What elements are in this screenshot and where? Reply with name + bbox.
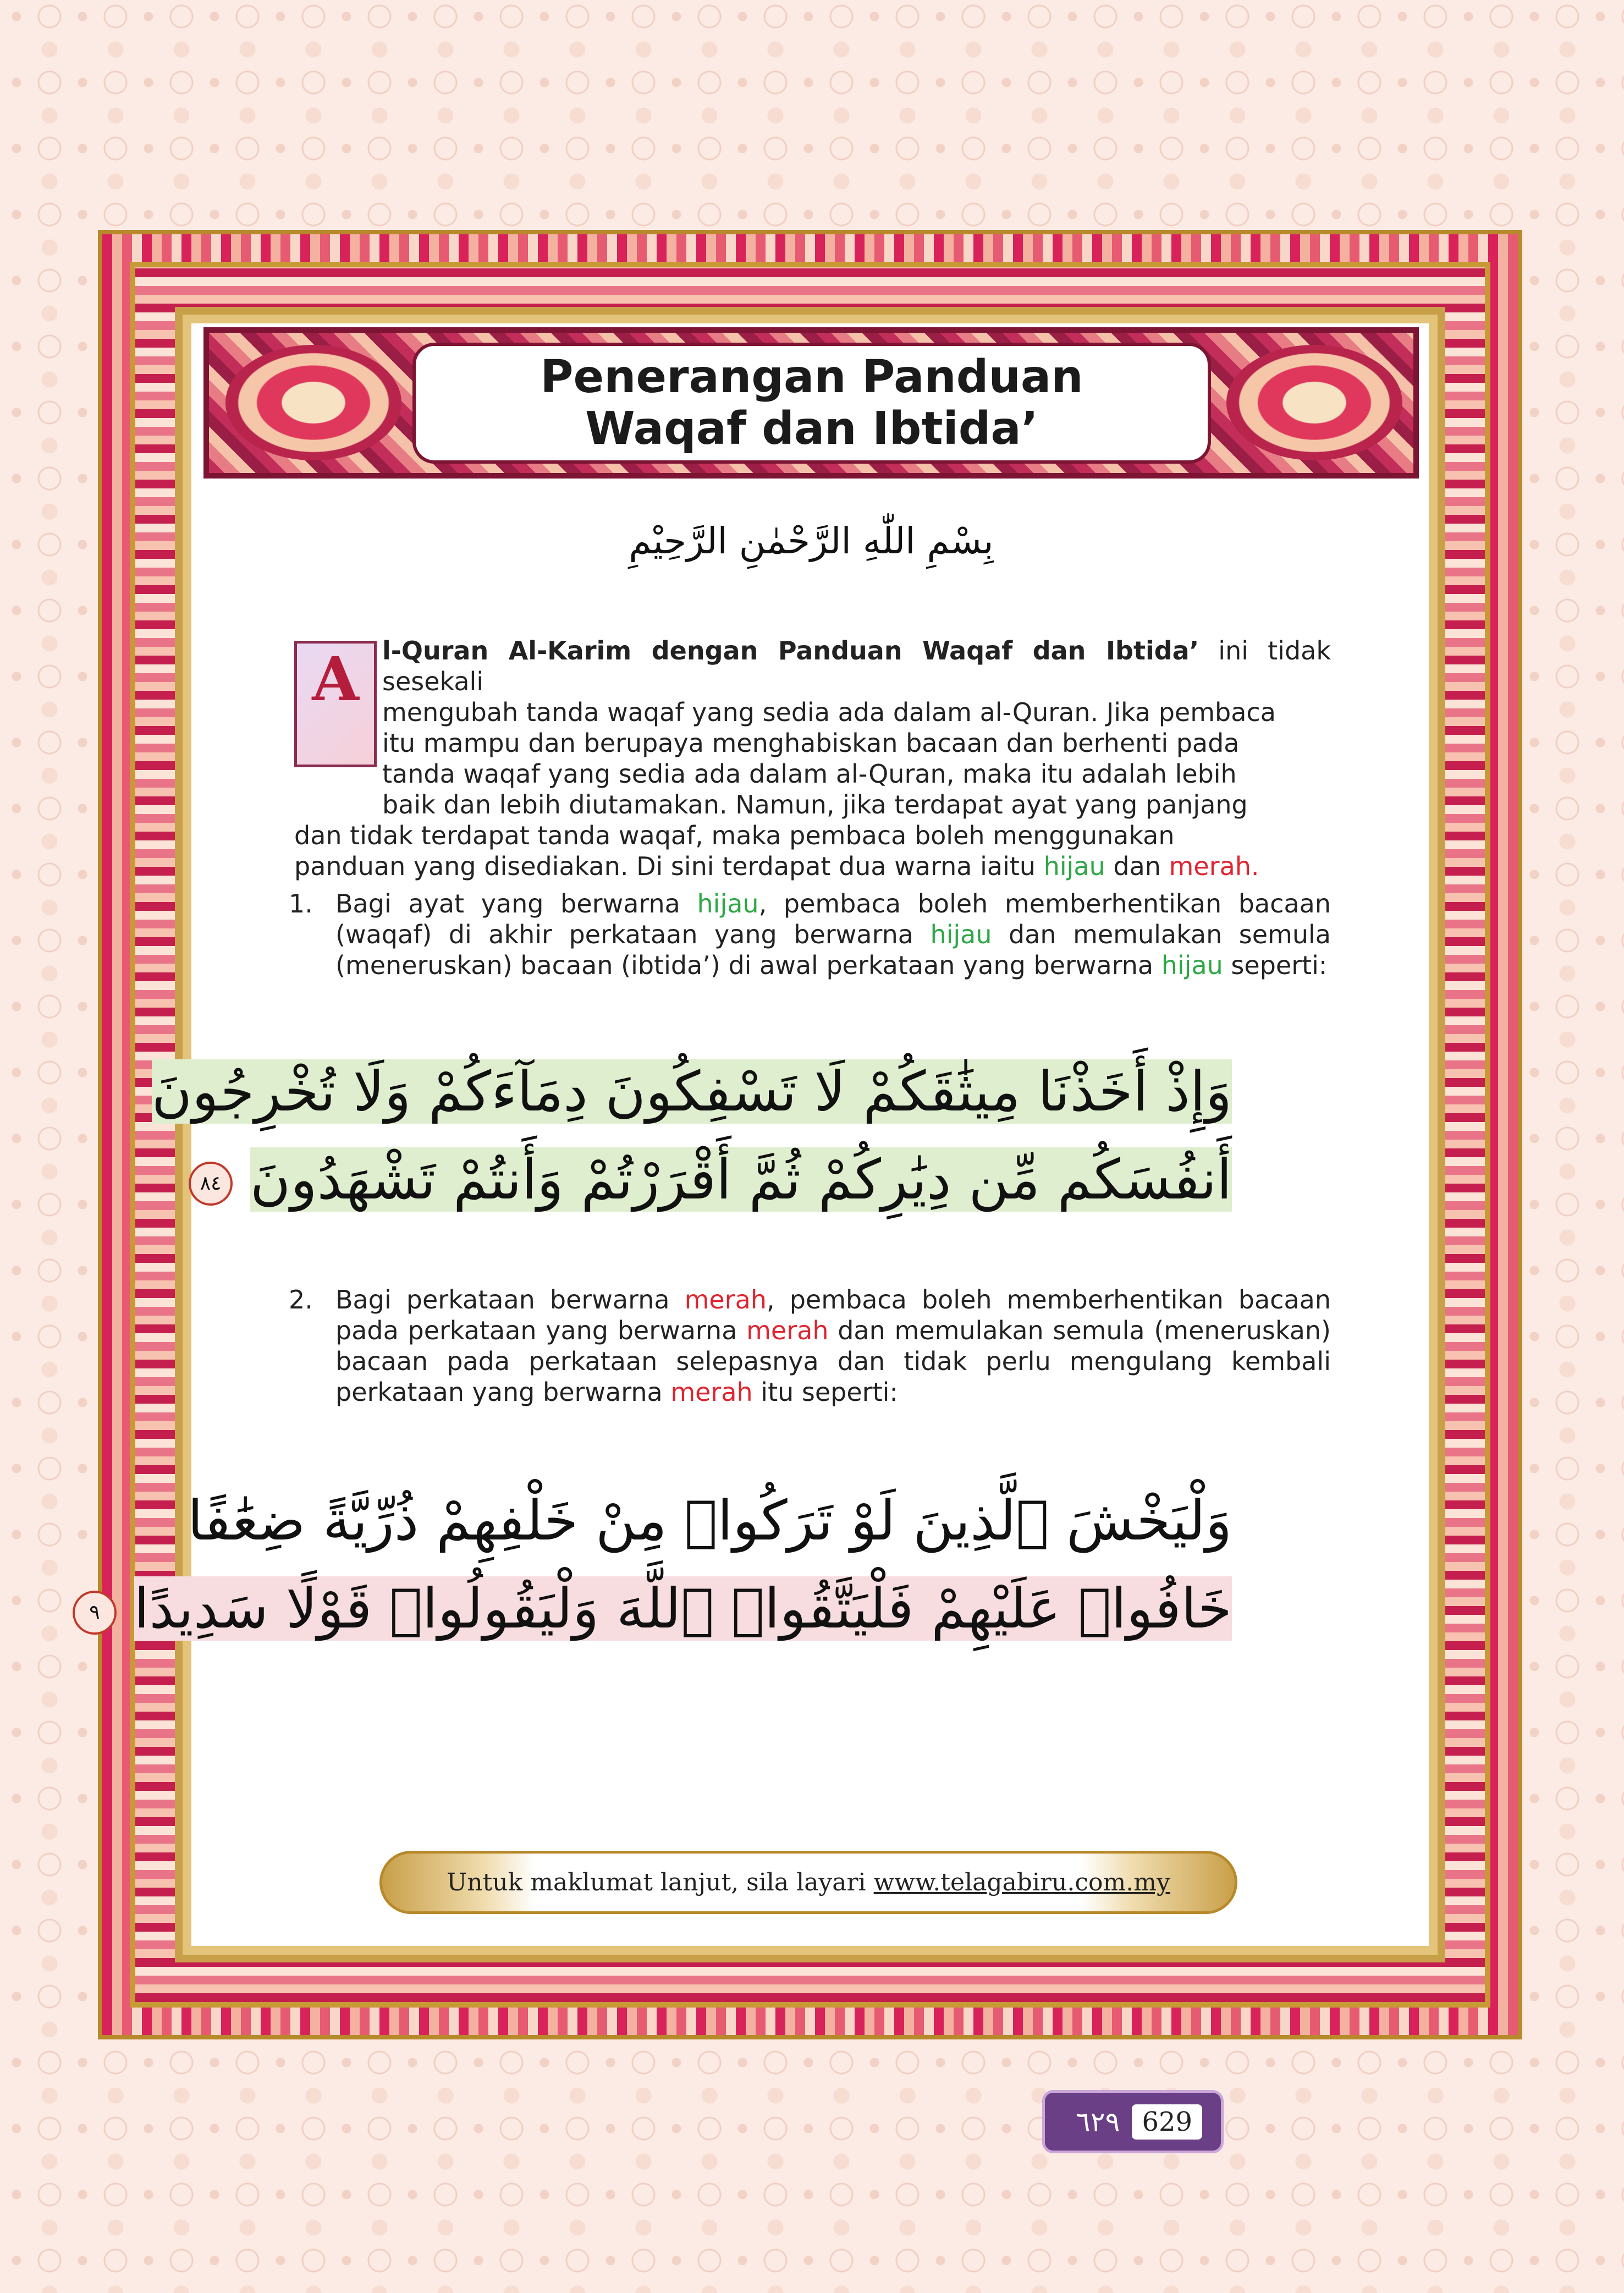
intro-and: dan bbox=[1105, 851, 1169, 881]
verse-2-line-2-text: خَافُوا۟ عَلَيْهِمْ فَلْيَتَّقُوا۟ ٱللَّهَ وَلْيَقُولُوا۟ قَوْلًا سَدِيدًا bbox=[134, 1576, 1232, 1641]
title-banner bbox=[203, 327, 1419, 479]
left-ornament-icon bbox=[225, 345, 401, 460]
intro-line-7-text: panduan yang disediakan. Di sini terdapat dua warna iaitu bbox=[294, 851, 1044, 881]
explanation-item-2 bbox=[289, 1284, 1331, 1407]
ayah-number-9: ٩ bbox=[73, 1591, 117, 1635]
website-link[interactable]: www.telagabiru.com.my bbox=[873, 1868, 1170, 1896]
title-panel bbox=[412, 343, 1211, 464]
basmala-calligraphy: بِسْمِ اللّٰهِ الرَّحْمٰنِ الرَّحِيْمِ bbox=[629, 520, 994, 562]
verse-1-line-1 bbox=[151, 1056, 1232, 1128]
page-number-arabic: ٦٢٩ bbox=[1075, 2105, 1120, 2138]
item-1-number: 1. bbox=[289, 889, 313, 919]
red-keyword: merah. bbox=[1169, 851, 1259, 881]
footer-banner bbox=[379, 1851, 1237, 1914]
page-title-line2: Waqaf dan Ibtida’ bbox=[585, 403, 1038, 455]
green-keyword: hijau bbox=[1043, 851, 1105, 881]
intro-line-2: mengubah tanda waqaf yang sedia ada dalam al-Quran. Jika pembaca bbox=[382, 697, 1276, 727]
explanation-item-1 bbox=[289, 888, 1331, 981]
right-ornament-icon bbox=[1226, 345, 1402, 460]
intro-bold-lead: l-Quran Al-Karim dengan Panduan Waqaf dan Ibtida’ bbox=[382, 636, 1199, 666]
item-2-text: Bagi perkataan berwarna merah, pembaca boleh memberhentikan bacaan pada perkataan yang berwarna merah dan memulakan semula (meneruskan) bacaan pada perkataan selepasnya dan tidak perlu mengulang kembali perkataan yang berwarna merah itu seperti: bbox=[335, 1285, 1331, 1407]
verse-example-2 bbox=[89, 1485, 1232, 1667]
ayah-number-84: ٨٤ bbox=[189, 1162, 233, 1206]
verse-1-line-2 bbox=[200, 1144, 1232, 1216]
intro-line-5: baik dan lebih diutamakan. Namun, jika terdapat ayat yang panjang bbox=[382, 790, 1248, 820]
page-title-line1: Penerangan Panduan bbox=[540, 351, 1083, 403]
intro-line-1 bbox=[294, 635, 1331, 697]
page-number-badge bbox=[1042, 2090, 1224, 2153]
intro-line-7 bbox=[294, 851, 1331, 882]
page-number: 629 bbox=[1132, 2104, 1202, 2140]
verse-example-1 bbox=[151, 1056, 1232, 1238]
intro-paragraph bbox=[294, 635, 1331, 882]
intro-line-4: tanda waqaf yang sedia ada dalam al-Quran, maka itu adalah lebih bbox=[382, 759, 1237, 789]
illuminated-dropcap bbox=[294, 641, 377, 767]
verse-2-line-2 bbox=[89, 1573, 1232, 1645]
item-1-text: Bagi ayat yang berwarna hijau, pembaca boleh memberhentikan bacaan (waqaf) di akhir perkataan yang berwarna hijau dan memulakan semula (meneruskan) bacaan (ibtida’) di awal perkataan yang berwarna hijau seperti: bbox=[335, 889, 1331, 980]
intro-line-3: itu mampu dan berupaya menghabiskan bacaan dan berhenti pada bbox=[382, 728, 1240, 758]
verse-1-line-1-highlight: وَإِذْ أَخَذْنَا مِيثَٰقَكُمْ لَا تَسْفِكُونَ دِمَآءَكُمْ وَلَا تُخْرِجُونَ bbox=[151, 1059, 1232, 1124]
dropcap-letter: A bbox=[312, 644, 359, 714]
item-2-number: 2. bbox=[289, 1285, 313, 1315]
intro-line-1-rest: ini tidak sesekali bbox=[382, 636, 1331, 696]
verse-2-line-1: وَلْيَخْشَ ٱلَّذِينَ لَوْ تَرَكُوا۟ مِنْ خَلْفِهِمْ ذُرِّيَّةً ضِعَٰفًا bbox=[188, 1488, 1232, 1553]
intro-line-6: dan tidak terdapat tanda waqaf, maka pembaca boleh menggunakan bbox=[294, 821, 1175, 850]
footer-text: Untuk maklumat lanjut, sila layari bbox=[447, 1868, 866, 1896]
verse-1-line-2-highlight: أَنفُسَكُم مِّن دِيَٰرِكُمْ ثُمَّ أَقْرَرْتُمْ وَأَنتُمْ تَشْهَدُونَ bbox=[250, 1147, 1232, 1212]
